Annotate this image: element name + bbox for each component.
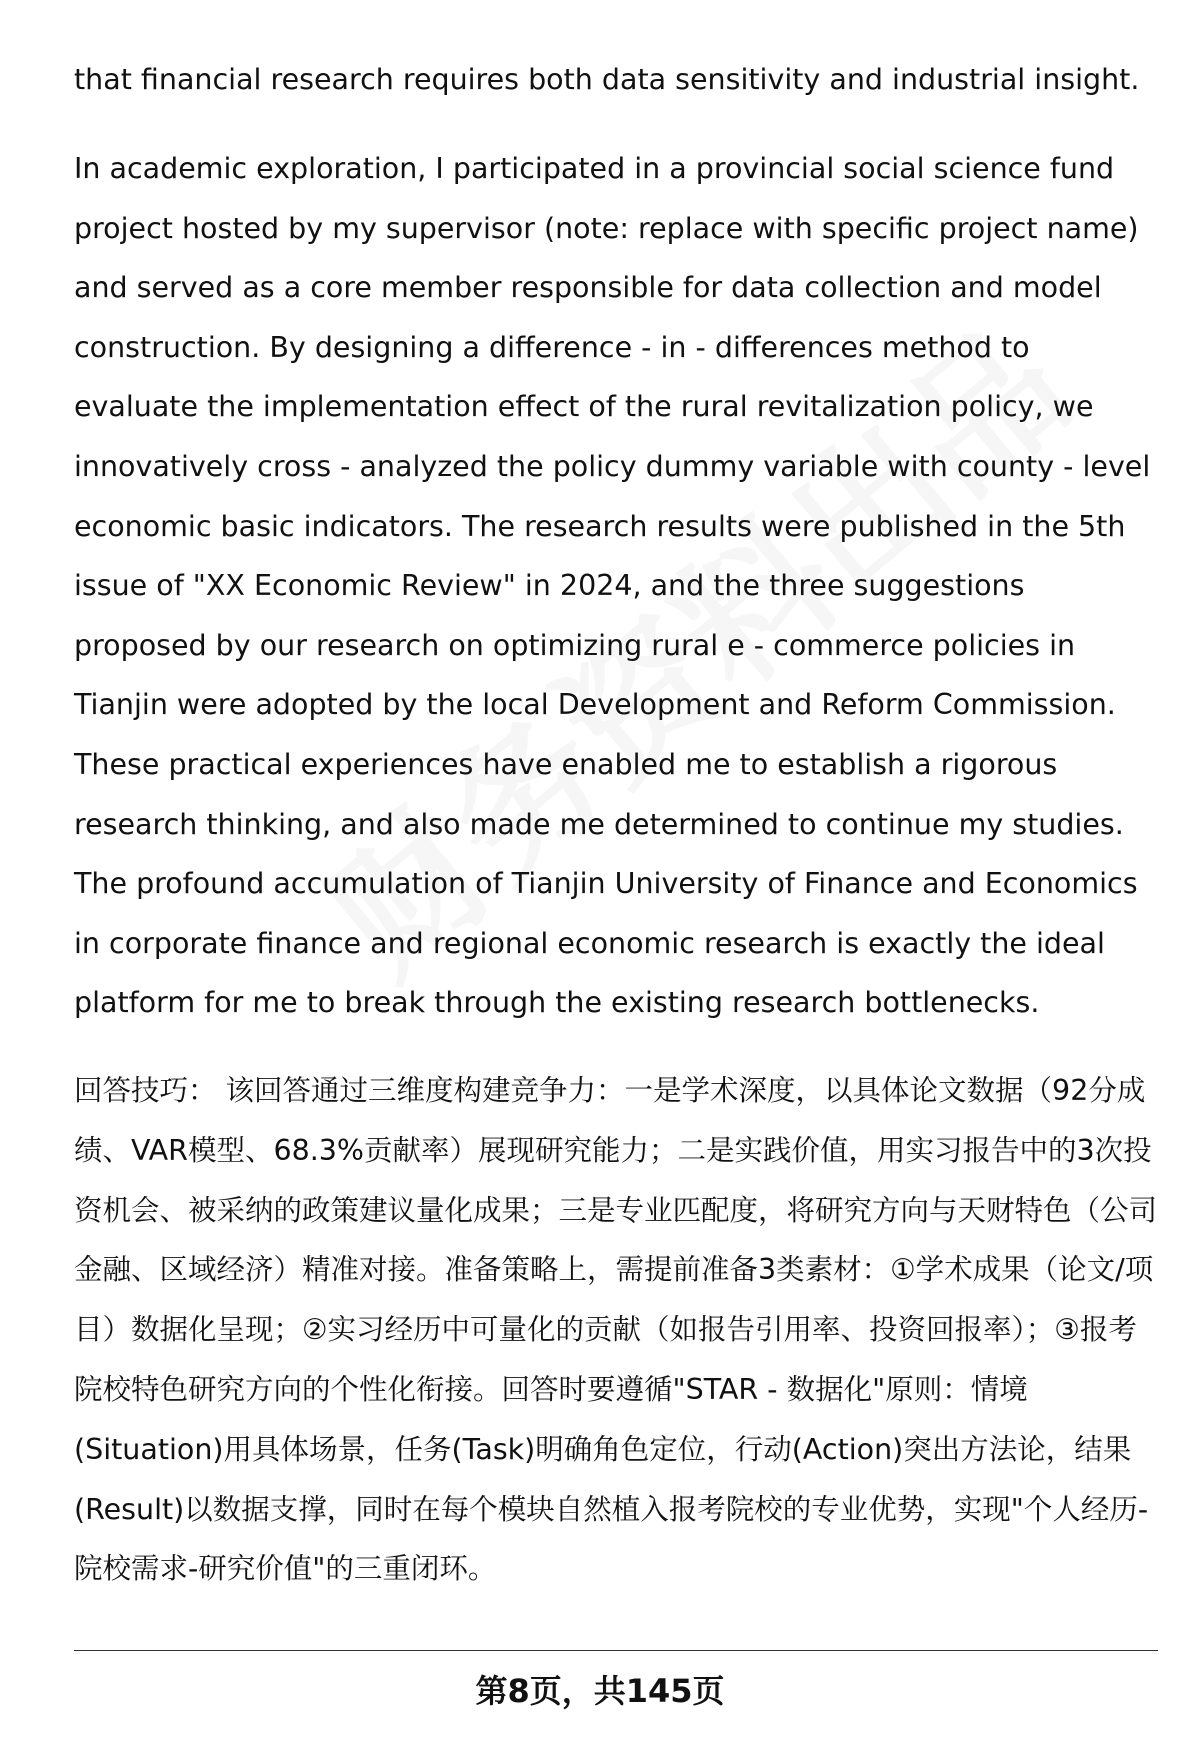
paragraph-continuation: that financial research requires both data sensitivity and industrial insight. <box>74 63 1140 96</box>
paragraph-answer-tips: 回答技巧： 该回答通过三维度构建竞争力：一是学术深度，以具体论文数据（92分成绩、VAR模型、68.3%贡献率）展现研究能力；二是实践价值，用实习报告中的3次投资机会、被采纳的政策建议量化成果；三是专业匹配度，将研究方向与天财特色（公司金融、区域经济）精准对接。准备策略上，需提前准备3类素材：①学术成果（论文/项目）数据化呈现；②实习经历中可量化的贡献（如报告引用率、投资回报率）；③报考院校特色研究方向的个性化衔接。回答时要遵循"STAR - 数据化"原则：情境(Situation)用具体场景，任务(Task)明确角色定位，行动(Action)突出方法论，结果(Result)以数据支撑，同时在每个模块自然植入报考院校的专业优势，实现"个人经历-院校需求-研究价值"的三重闭环。 <box>74 1074 1158 1586</box>
page-number: 第8页，共145页 <box>475 1672 725 1710</box>
paragraph-academic-exploration: In academic exploration, I participated in a provincial social science fund project hosted by my supervisor (note: replace with specific project name) and served as a core member responsible for data collection and model construction. By designing a difference - in - differences method to evaluate the implementation effect of the rural revitalization policy, we innovatively cross - analyzed the policy dummy variable with county - level economic basic indicators. The research results were published in the 5th issue of "XX Economic Review" in 2024, and the three suggestions proposed by our research on optimizing rural e - commerce policies in Tianjin were adopted by the local Development and Reform Commission. These practical experiences have enabled me to establish a rigorous research thinking, and also made me determined to continue my studies. The profound accumulation of Tianjin University of Finance and Economics in corporate finance and regional economic research is exactly the ideal platform for me to break through the existing research bottlenecks. <box>74 152 1151 1020</box>
footer-divider <box>74 1650 1158 1651</box>
